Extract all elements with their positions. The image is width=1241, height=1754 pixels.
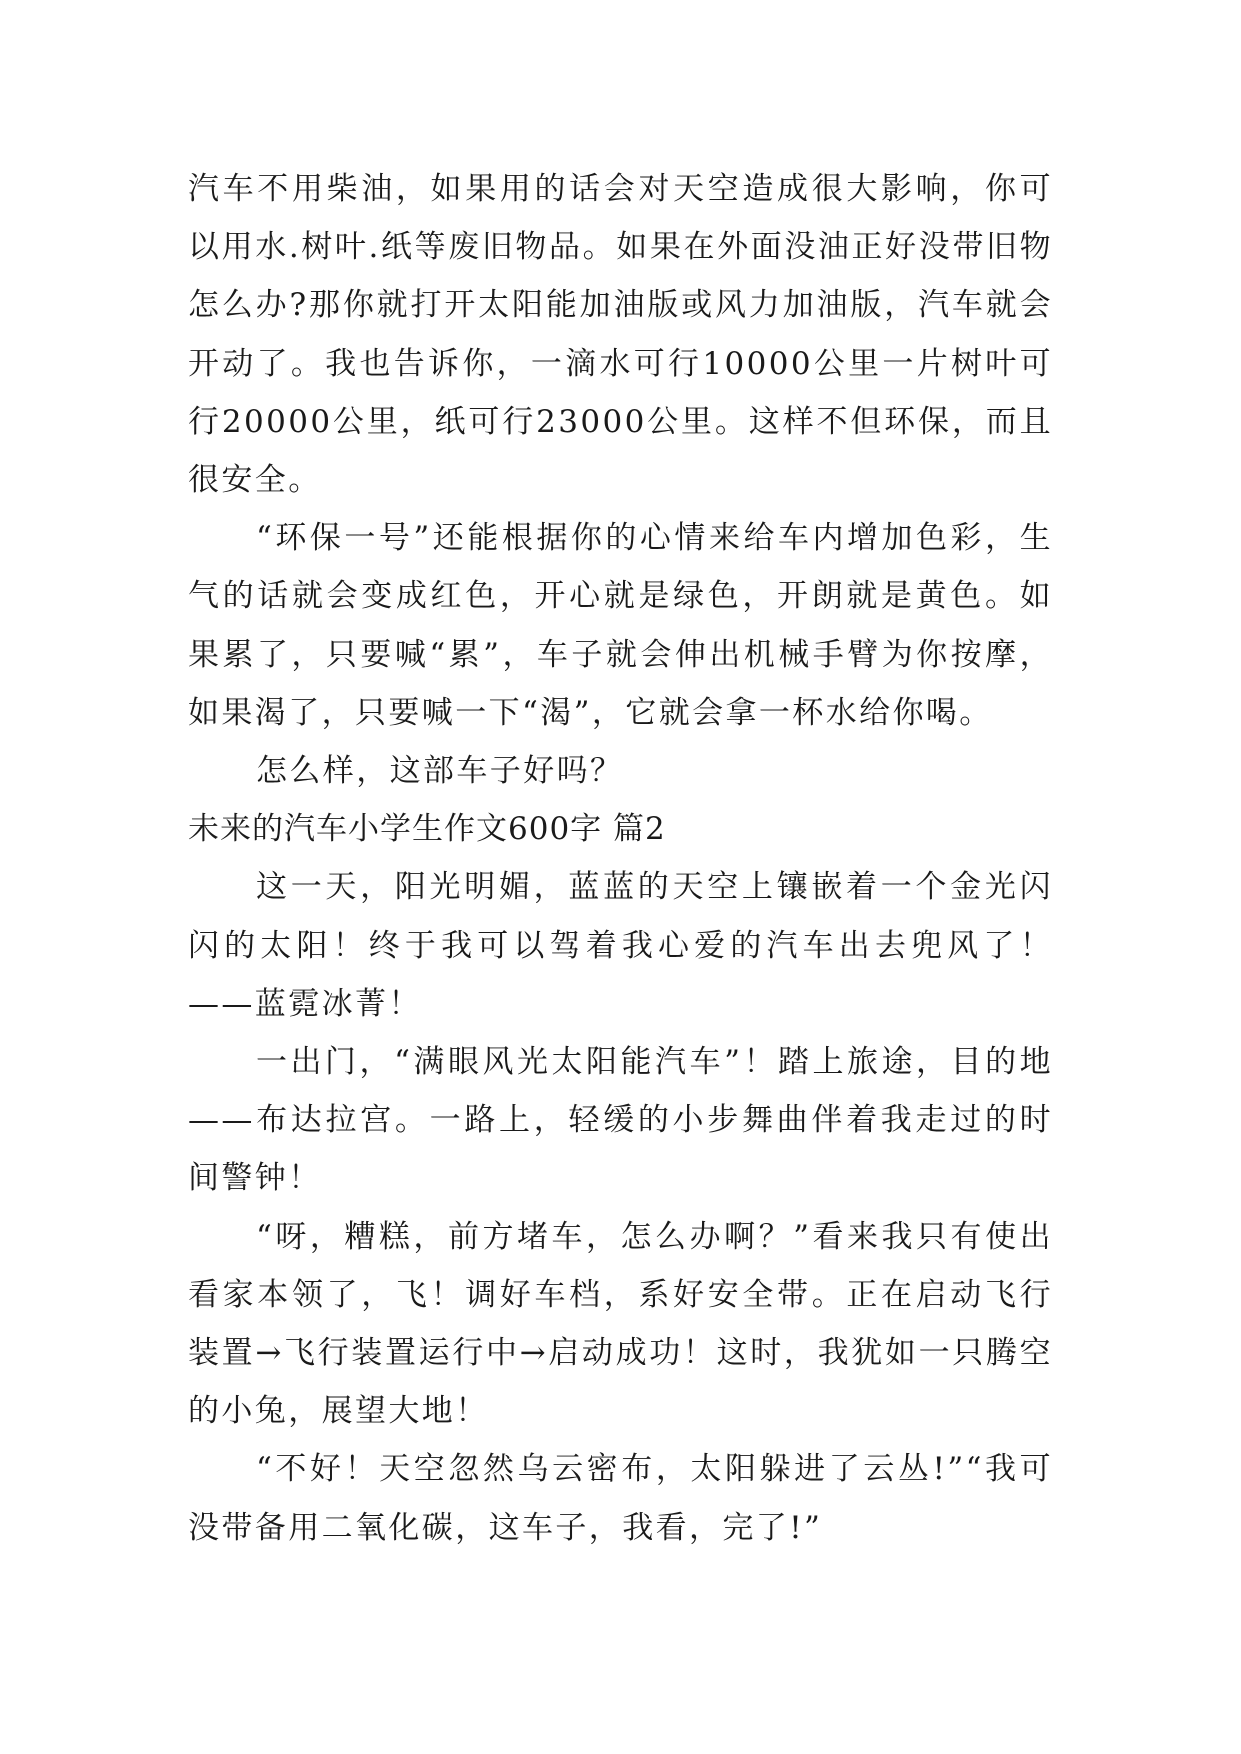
paragraph: 怎么样，这部车子好吗？ [256, 753, 624, 790]
paragraph: “环保一号”还能根据你的心情来给车内增加色彩，生气的话就会变成红色，开心就是绿色，开朗就是黄色。如果累了，只要喊“累”，车子就会伸出机械手臂为你按摩，如果渴了，只要喊一下“渴”，它就会拿一杯水给你喝。 [188, 520, 1053, 731]
paragraph: 这一天，阳光明媚，蓝蓝的天空上镶嵌着一个金光闪闪的太阳！终于我可以驾着我心爱的汽车出去兜风了！——蓝霓冰菁！ [188, 869, 1053, 1022]
paragraph: 汽车不用柴油，如果用的话会对天空造成很大影响，你可以用水.树叶.纸等废旧物品。如果在外面没油正好没带旧物怎么办?那你就打开太阳能加油版或风力加油版，汽车就会开动了。我也告诉你，一滴水可行10000公里一片树叶可行20000公里，纸可行23000公里。这样不但环保，而且很安全。 [188, 171, 1053, 499]
paragraph: “不好！天空忽然乌云密布，太阳躲进了云丛!”“我可没带备用二氧化碳，这车子，我看，完了!” [188, 1451, 1053, 1546]
essay-title: 未来的汽车小学生作文600字 篇2 [188, 811, 666, 848]
paragraph: 一出门，“满眼风光太阳能汽车”！踏上旅途，目的地——布达拉宫。一路上，轻缓的小步舞曲伴着我走过的时间警钟！ [188, 1044, 1053, 1197]
essay-body [188, 160, 1053, 1557]
paragraph: “呀，糟糕，前方堵车，怎么办啊？”看来我只有使出看家本领了，飞！调好车档，系好安全带。正在启动飞行装置→飞行装置运行中→启动成功！这时，我犹如一只腾空的小兔，展望大地！ [188, 1218, 1053, 1430]
